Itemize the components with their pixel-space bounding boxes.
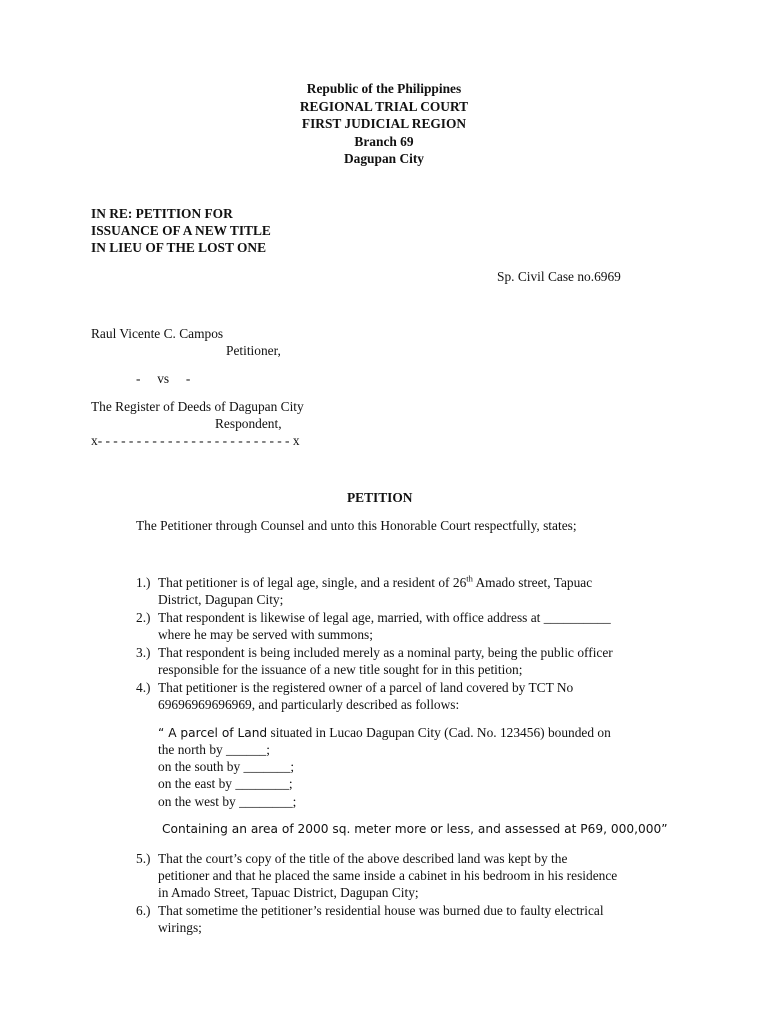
item-number: 3.) bbox=[136, 645, 151, 660]
case-number: Sp. Civil Case no.6969 bbox=[497, 269, 621, 284]
item-1-text: That petitioner is of legal age, single, and a resident of 26 bbox=[158, 575, 467, 590]
ordinal-suffix: th bbox=[466, 573, 473, 584]
area-statement: Containing an area of 2000 sq. meter more or less, and assessed at P69, 000,000” bbox=[162, 822, 668, 836]
caption-line-2: ISSUANCE OF A NEW TITLE bbox=[91, 223, 271, 238]
description-lead: A parcel of Land bbox=[168, 726, 268, 740]
intro-paragraph: The Petitioner through Counsel and unto this Honorable Court respectfully, states; bbox=[136, 518, 577, 533]
respondent-role: Respondent, bbox=[215, 416, 282, 431]
item-6-line-2: wirings; bbox=[158, 920, 202, 935]
item-3-line-2: responsible for the issuance of a new title sought for in this petition; bbox=[158, 662, 523, 677]
boundary-north: the north by ______; bbox=[158, 742, 270, 757]
boundary-west: on the west by ________; bbox=[158, 794, 297, 809]
boundary-east: on the east by ________; bbox=[158, 776, 293, 791]
court-header bbox=[234, 80, 534, 168]
item-1-line-2: District, Dagupan City; bbox=[158, 592, 284, 607]
versus: - vs - bbox=[136, 371, 191, 386]
petitioner-name: Raul Vicente C. Campos bbox=[91, 326, 224, 341]
item-number: 1.) bbox=[136, 575, 151, 590]
caption-line-1: IN RE: PETITION FOR bbox=[91, 206, 233, 221]
item-5-line-2: petitioner and that he placed the same inside a cabinet in his bedroom in his residence bbox=[158, 868, 618, 883]
item-1-line-1 bbox=[158, 574, 592, 592]
item-6-line-1: That sometime the petitioner’s residential house was burned due to faulty electrical bbox=[158, 903, 604, 918]
item-number: 6.) bbox=[136, 903, 151, 918]
header-republic: Republic of the Philippines bbox=[306, 81, 462, 96]
item-number: 2.) bbox=[136, 610, 151, 625]
header-city: Dagupan City bbox=[344, 151, 424, 166]
header-court: REGIONAL TRIAL COURT bbox=[299, 98, 469, 114]
respondent-name: The Register of Deeds of Dagupan City bbox=[91, 399, 304, 414]
caption-separator: x- - - - - - - - - - - - - - - - - - - - - - - - - x bbox=[91, 433, 300, 448]
item-number: 5.) bbox=[136, 851, 151, 866]
item-3-line-1: That respondent is being included merely as a nominal party, being the public officer bbox=[158, 645, 613, 660]
item-4-line-1: That petitioner is the registered owner of a parcel of land covered by TCT No bbox=[158, 680, 574, 695]
item-number: 4.) bbox=[136, 680, 151, 695]
petitioner-role: Petitioner, bbox=[226, 343, 281, 358]
caption-line-3: IN LIEU OF THE LOST ONE bbox=[91, 240, 266, 255]
description-line-1 bbox=[158, 724, 611, 743]
boundary-south: on the south by _______; bbox=[158, 759, 295, 774]
item-5-line-1: That the court’s copy of the title of the above described land was kept by the bbox=[158, 851, 568, 866]
header-region: FIRST JUDICIAL REGION bbox=[301, 116, 467, 131]
item-2-line-1: That respondent is likewise of legal age, married, with office address at __________ bbox=[158, 610, 611, 625]
description-rest: situated in Lucao Dagupan City (Cad. No. 123456) bounded on bbox=[267, 725, 611, 740]
item-4-line-2: 69696969696969, and particularly described as follows: bbox=[158, 697, 460, 712]
document-title: PETITION bbox=[347, 490, 413, 505]
item-1-text-cont: Amado street, Tapuac bbox=[472, 575, 593, 590]
item-5-line-3: in Amado Street, Tapuac District, Dagupan City; bbox=[158, 885, 419, 900]
item-2-line-2: where he may be served with summons; bbox=[158, 627, 373, 642]
header-branch: Branch 69 bbox=[354, 133, 414, 149]
open-quote: “ bbox=[158, 726, 169, 740]
